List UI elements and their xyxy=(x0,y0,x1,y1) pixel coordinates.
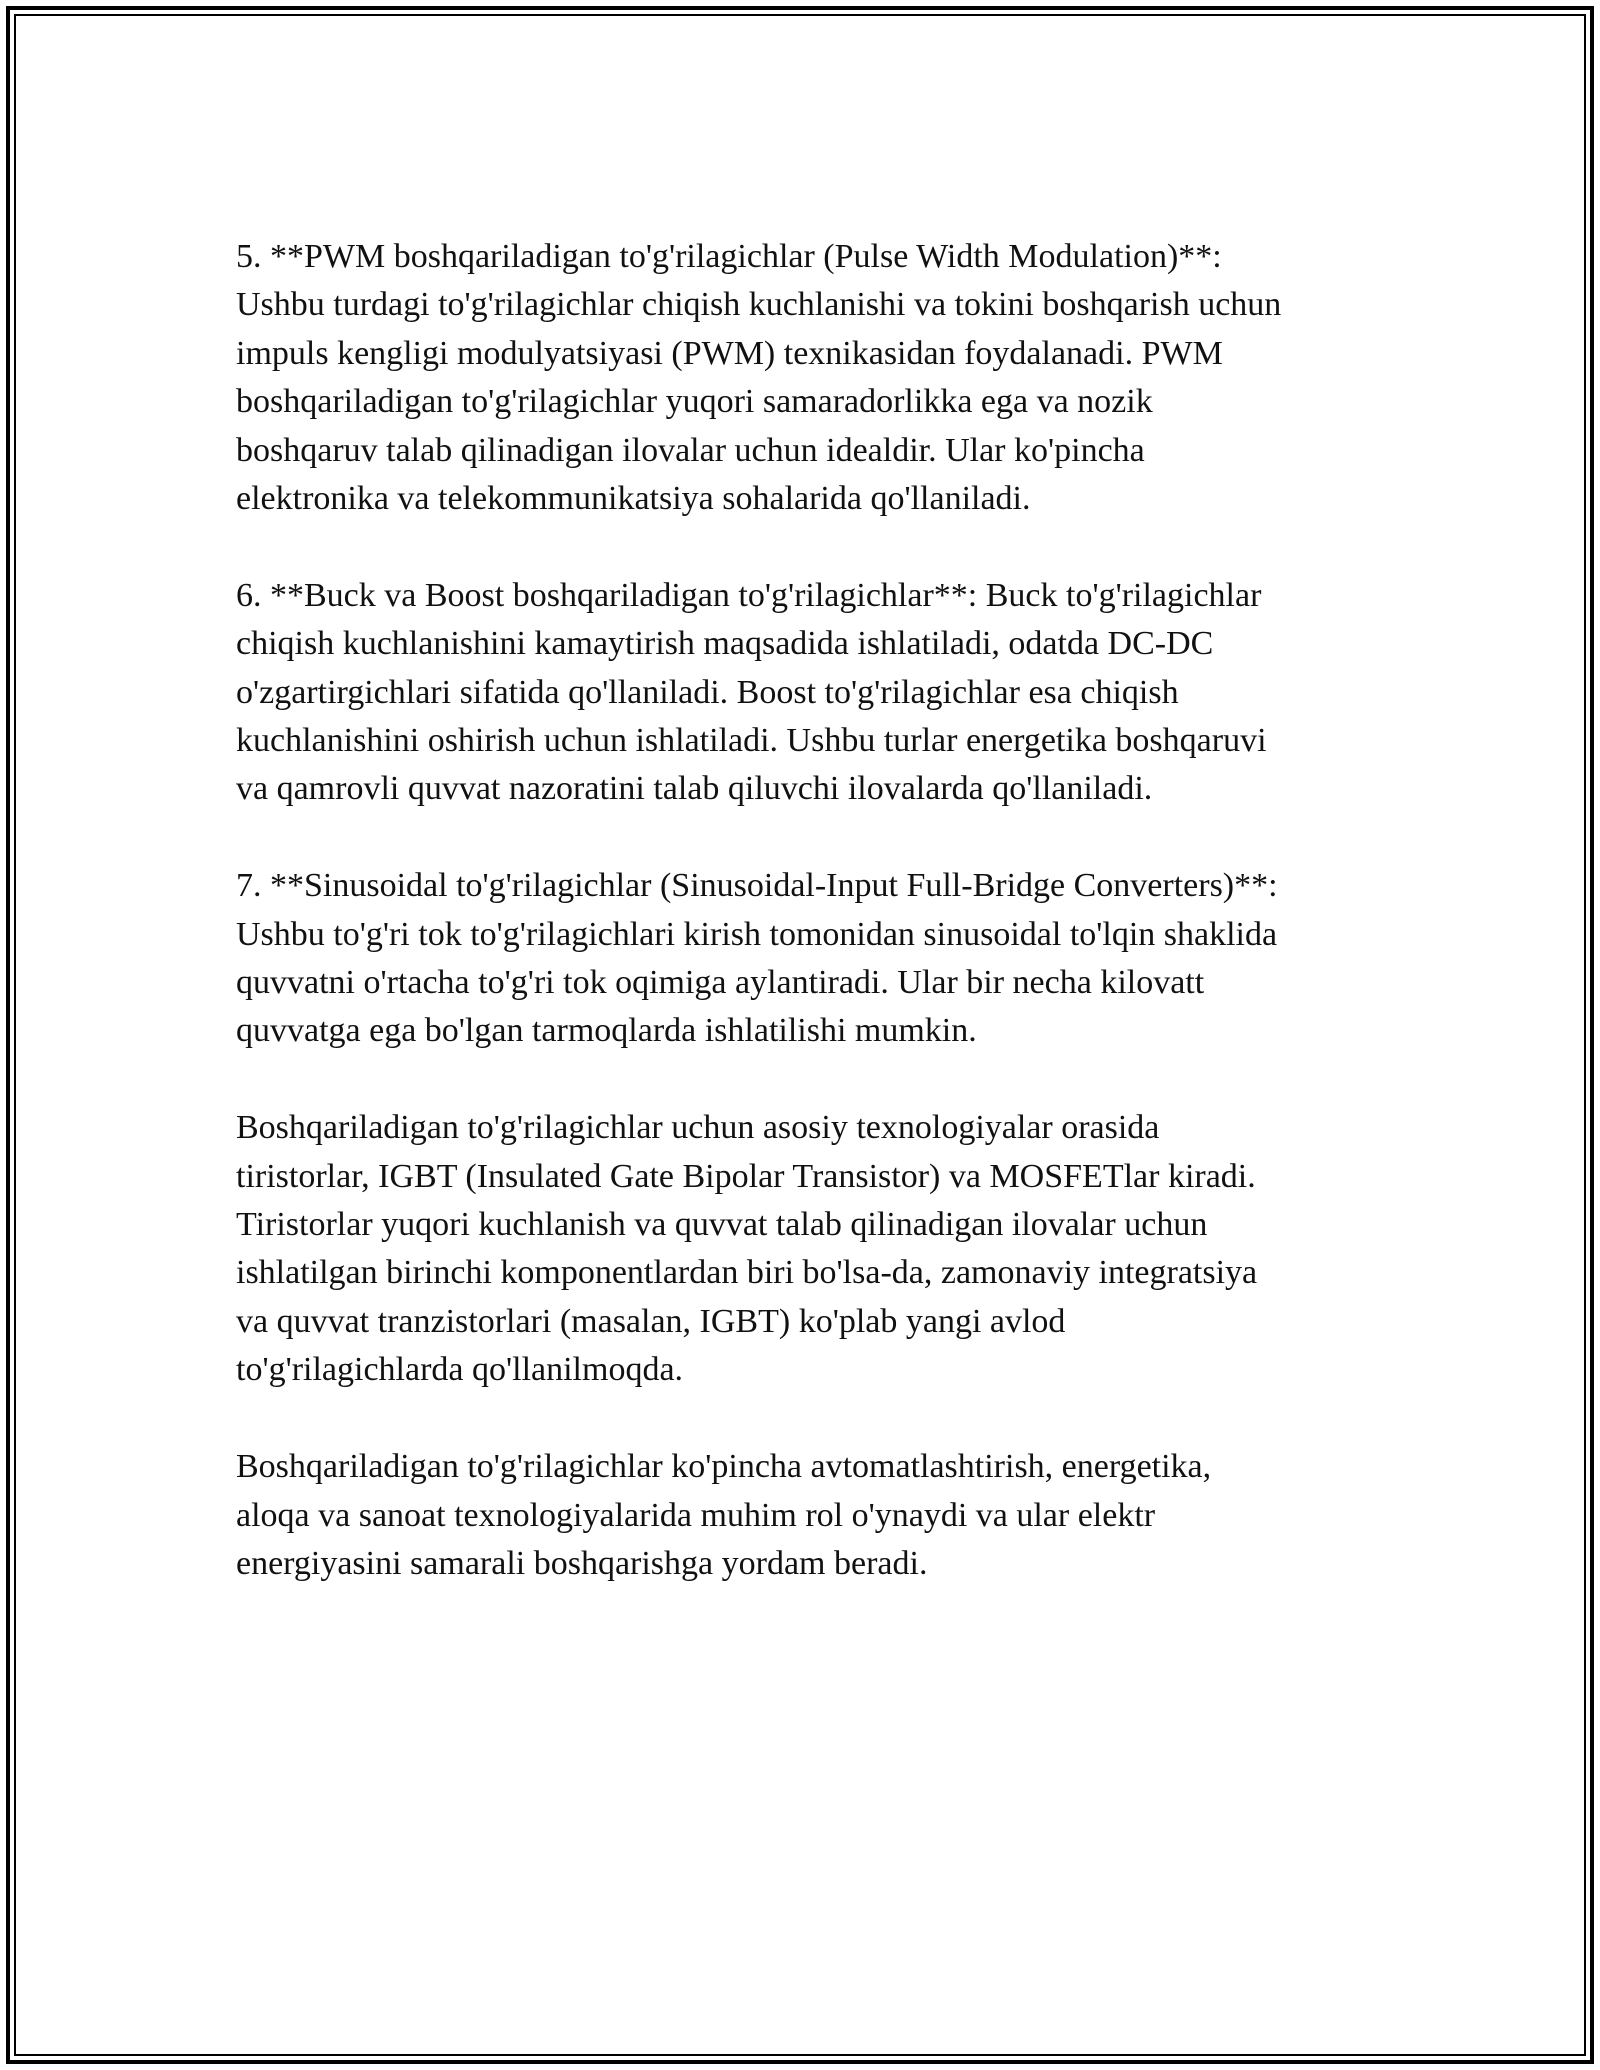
text-line: aloqa va sanoat texnologiyalarida muhim rol o'ynaydi va ular elektr xyxy=(236,1496,1156,1534)
paragraph-conclusion xyxy=(236,1443,1396,1588)
text-line: va quvvat tranzistorlari (masalan, IGBT) ko'plab yangi avlod xyxy=(236,1302,1066,1340)
text-line: energiyasini samarali boshqarishga yordam beradi. xyxy=(236,1544,928,1582)
text-line: Ushbu to'g'ri tok to'g'rilagichlari kirish tomonidan sinusoidal to'lqin shaklida xyxy=(236,915,1278,953)
document-body xyxy=(236,233,1396,1637)
text-line: impuls kengligi modulyatsiyasi (PWM) texnikasidan foydalanadi. PWM xyxy=(236,334,1223,372)
text-line: 6. **Buck va Boost boshqariladigan to'g'rilagichlar**: Buck to'g'rilagichlar xyxy=(236,576,1262,614)
text-line: to'g'rilagichlarda qo'llanilmoqda. xyxy=(236,1351,684,1389)
paragraph-buck-boost-rectifiers xyxy=(236,572,1396,814)
text-line: elektronika va telekommunikatsiya sohalarida qo'llaniladi. xyxy=(236,480,1031,518)
paragraph-pwm-rectifiers xyxy=(236,233,1396,523)
paragraph-key-technologies xyxy=(236,1104,1396,1394)
text-line: o'zgartirgichlari sifatida qo'llaniladi. Boost to'g'rilagichlar esa chiqish xyxy=(236,673,1179,711)
text-line: kuchlanishini oshirish uchun ishlatiladi. Ushbu turlar energetika boshqaruvi xyxy=(236,722,1267,760)
text-line: 7. **Sinusoidal to'g'rilagichlar (Sinusoidal-Input Full-Bridge Converters)**: xyxy=(236,867,1278,905)
text-line: va qamrovli quvvat nazoratini talab qiluvchi ilovalarda qo'llaniladi. xyxy=(236,770,1153,808)
text-line: quvvatga ega bo'lgan tarmoqlarda ishlatilishi mumkin. xyxy=(236,1012,977,1050)
text-line: Boshqariladigan to'g'rilagichlar ko'pincha avtomatlashtirish, energetika, xyxy=(236,1448,1212,1486)
text-line: 5. **PWM boshqariladigan to'g'rilagichlar (Pulse Width Modulation)**: xyxy=(236,238,1222,275)
text-line: Ushbu turdagi to'g'rilagichlar chiqish kuchlanishi va tokini boshqarish uchun xyxy=(236,286,1282,324)
text-line: Tiristorlar yuqori kuchlanish va quvvat talab qilinadigan ilovalar uchun xyxy=(236,1206,1208,1244)
text-line: quvvatni o'rtacha to'g'ri tok oqimiga aylantiradi. Ular bir necha kilovatt xyxy=(236,964,1205,1002)
text-line: tiristorlar, IGBT (Insulated Gate Bipolar Transistor) va MOSFETlar kiradi. xyxy=(236,1157,1256,1195)
text-line: boshqariladigan to'g'rilagichlar yuqori samaradorlikka ega va nozik xyxy=(236,383,1153,421)
text-line: ishlatilgan birinchi komponentlardan biri bo'lsa-da, zamonaviy integratsiya xyxy=(236,1254,1258,1292)
text-line: Boshqariladigan to'g'rilagichlar uchun asosiy texnologiyalar orasida xyxy=(236,1109,1160,1147)
paragraph-sinusoidal-rectifiers xyxy=(236,862,1396,1056)
text-line: chiqish kuchlanishini kamaytirish maqsadida ishlatiladi, odatda DC-DC xyxy=(236,625,1214,663)
text-line: boshqaruv talab qilinadigan ilovalar uchun idealdir. Ular ko'pincha xyxy=(236,431,1145,469)
